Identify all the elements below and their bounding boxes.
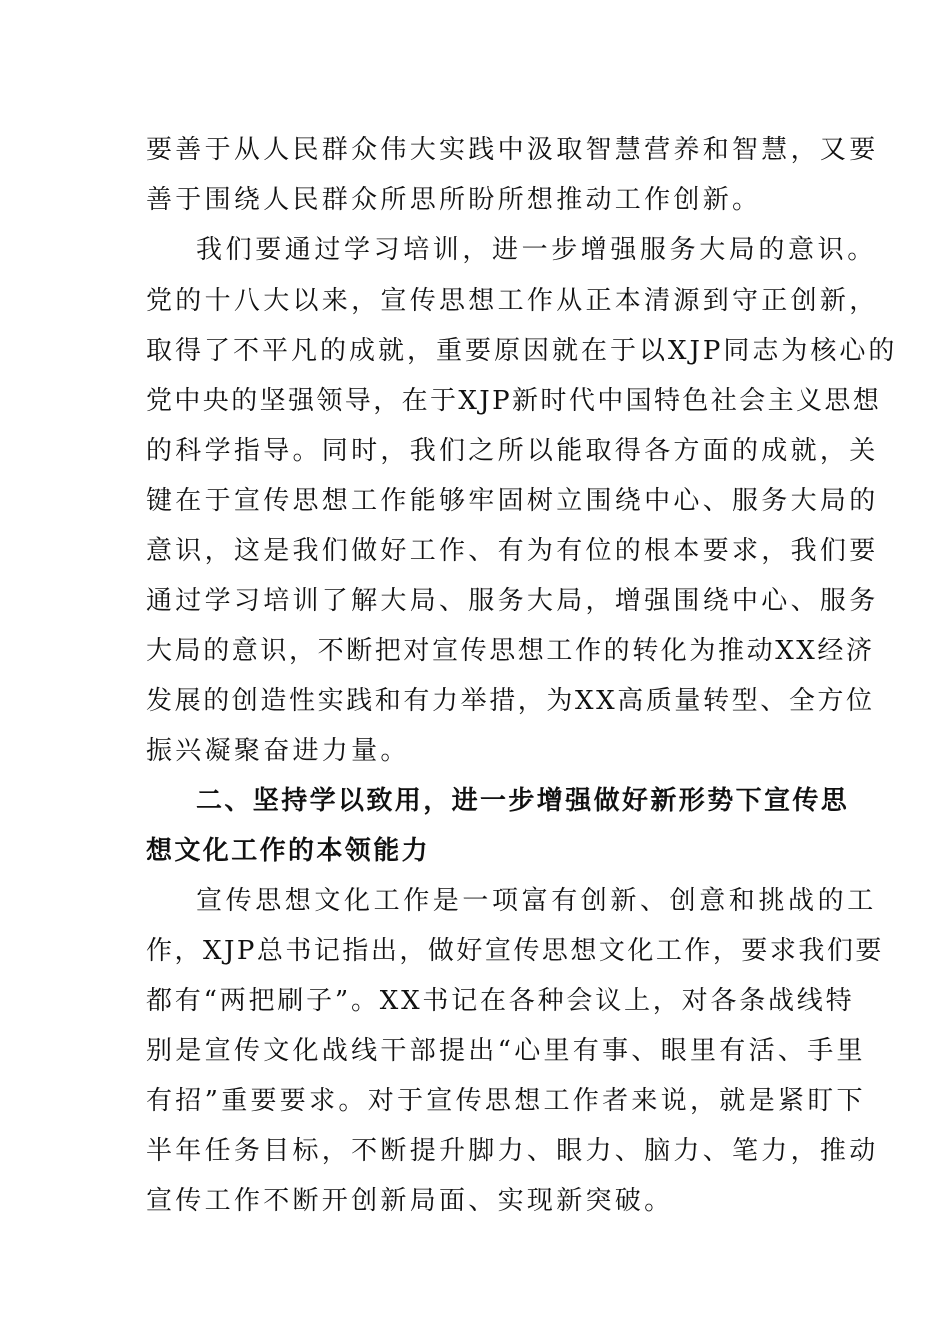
paragraph-2-line-1: 我们要通过学习培训，进一步增强服务大局的意识。 <box>196 235 877 265</box>
paragraph-3-line-3: 都有“两把刷子”。XX书记在各种会议上，对各条战线特 <box>146 986 855 1016</box>
paragraph-1-line-1: 要善于从人民群众伟大实践中汲取智慧营养和智慧，又要 <box>146 135 879 165</box>
paragraph-3-line-2: 作，XJP总书记指出，做好宣传思想文化工作，要求我们要 <box>146 936 884 966</box>
paragraph-2-line-7: 意识，这是我们做好工作、有为有位的根本要求，我们要 <box>146 536 879 566</box>
paragraph-2-line-9: 大局的意识，不断把对宣传思想工作的转化为推动XX经济 <box>146 636 875 666</box>
paragraph-3-line-6: 半年任务目标，不断提升脚力、眼力、脑力、笔力，推动 <box>146 1136 879 1166</box>
paragraph-2-line-10: 发展的创造性实践和有力举措，为XX高质量转型、全方位 <box>146 686 875 716</box>
paragraph-2-line-11: 振兴凝聚奋进力量。 <box>146 736 410 766</box>
paragraph-2-line-3: 取得了不平凡的成就，重要原因就在于以XJP同志为核心的 <box>146 336 898 366</box>
paragraph-2-line-5: 的科学指导。同时，我们之所以能取得各方面的成就，关 <box>146 436 879 466</box>
paragraph-2-line-6: 键在于宣传思想工作能够牢固树立围绕中心、服务大局的 <box>146 486 879 516</box>
paragraph-3-line-4: 别是宣传文化战线干部提出“心里有事、眼里有活、手里 <box>146 1036 866 1066</box>
section-heading-line-1: 二、坚持学以致用，进一步增强做好新形势下宣传思 <box>196 786 850 816</box>
paragraph-1-line-2: 善于围绕人民群众所思所盼所想推动工作创新。 <box>146 185 762 215</box>
paragraph-2-line-8: 通过学习培训了解大局、服务大局，增强围绕中心、服务 <box>146 586 879 616</box>
paragraph-2-line-4: 党中央的坚强领导，在于XJP新时代中国特色社会主义思想 <box>146 386 882 416</box>
paragraph-3-line-1: 宣传思想文化工作是一项富有创新、创意和挑战的工 <box>196 886 877 916</box>
paragraph-3-line-5: 有招”重要要求。对于宣传思想工作者来说，就是紧盯下 <box>146 1086 866 1116</box>
paragraph-2-line-2: 党的十八大以来，宣传思想工作从正本清源到守正创新， <box>146 286 879 316</box>
section-heading-line-2: 想文化工作的本领能力 <box>146 836 431 866</box>
paragraph-3-line-7: 宣传工作不断开创新局面、实现新突破。 <box>146 1186 674 1216</box>
